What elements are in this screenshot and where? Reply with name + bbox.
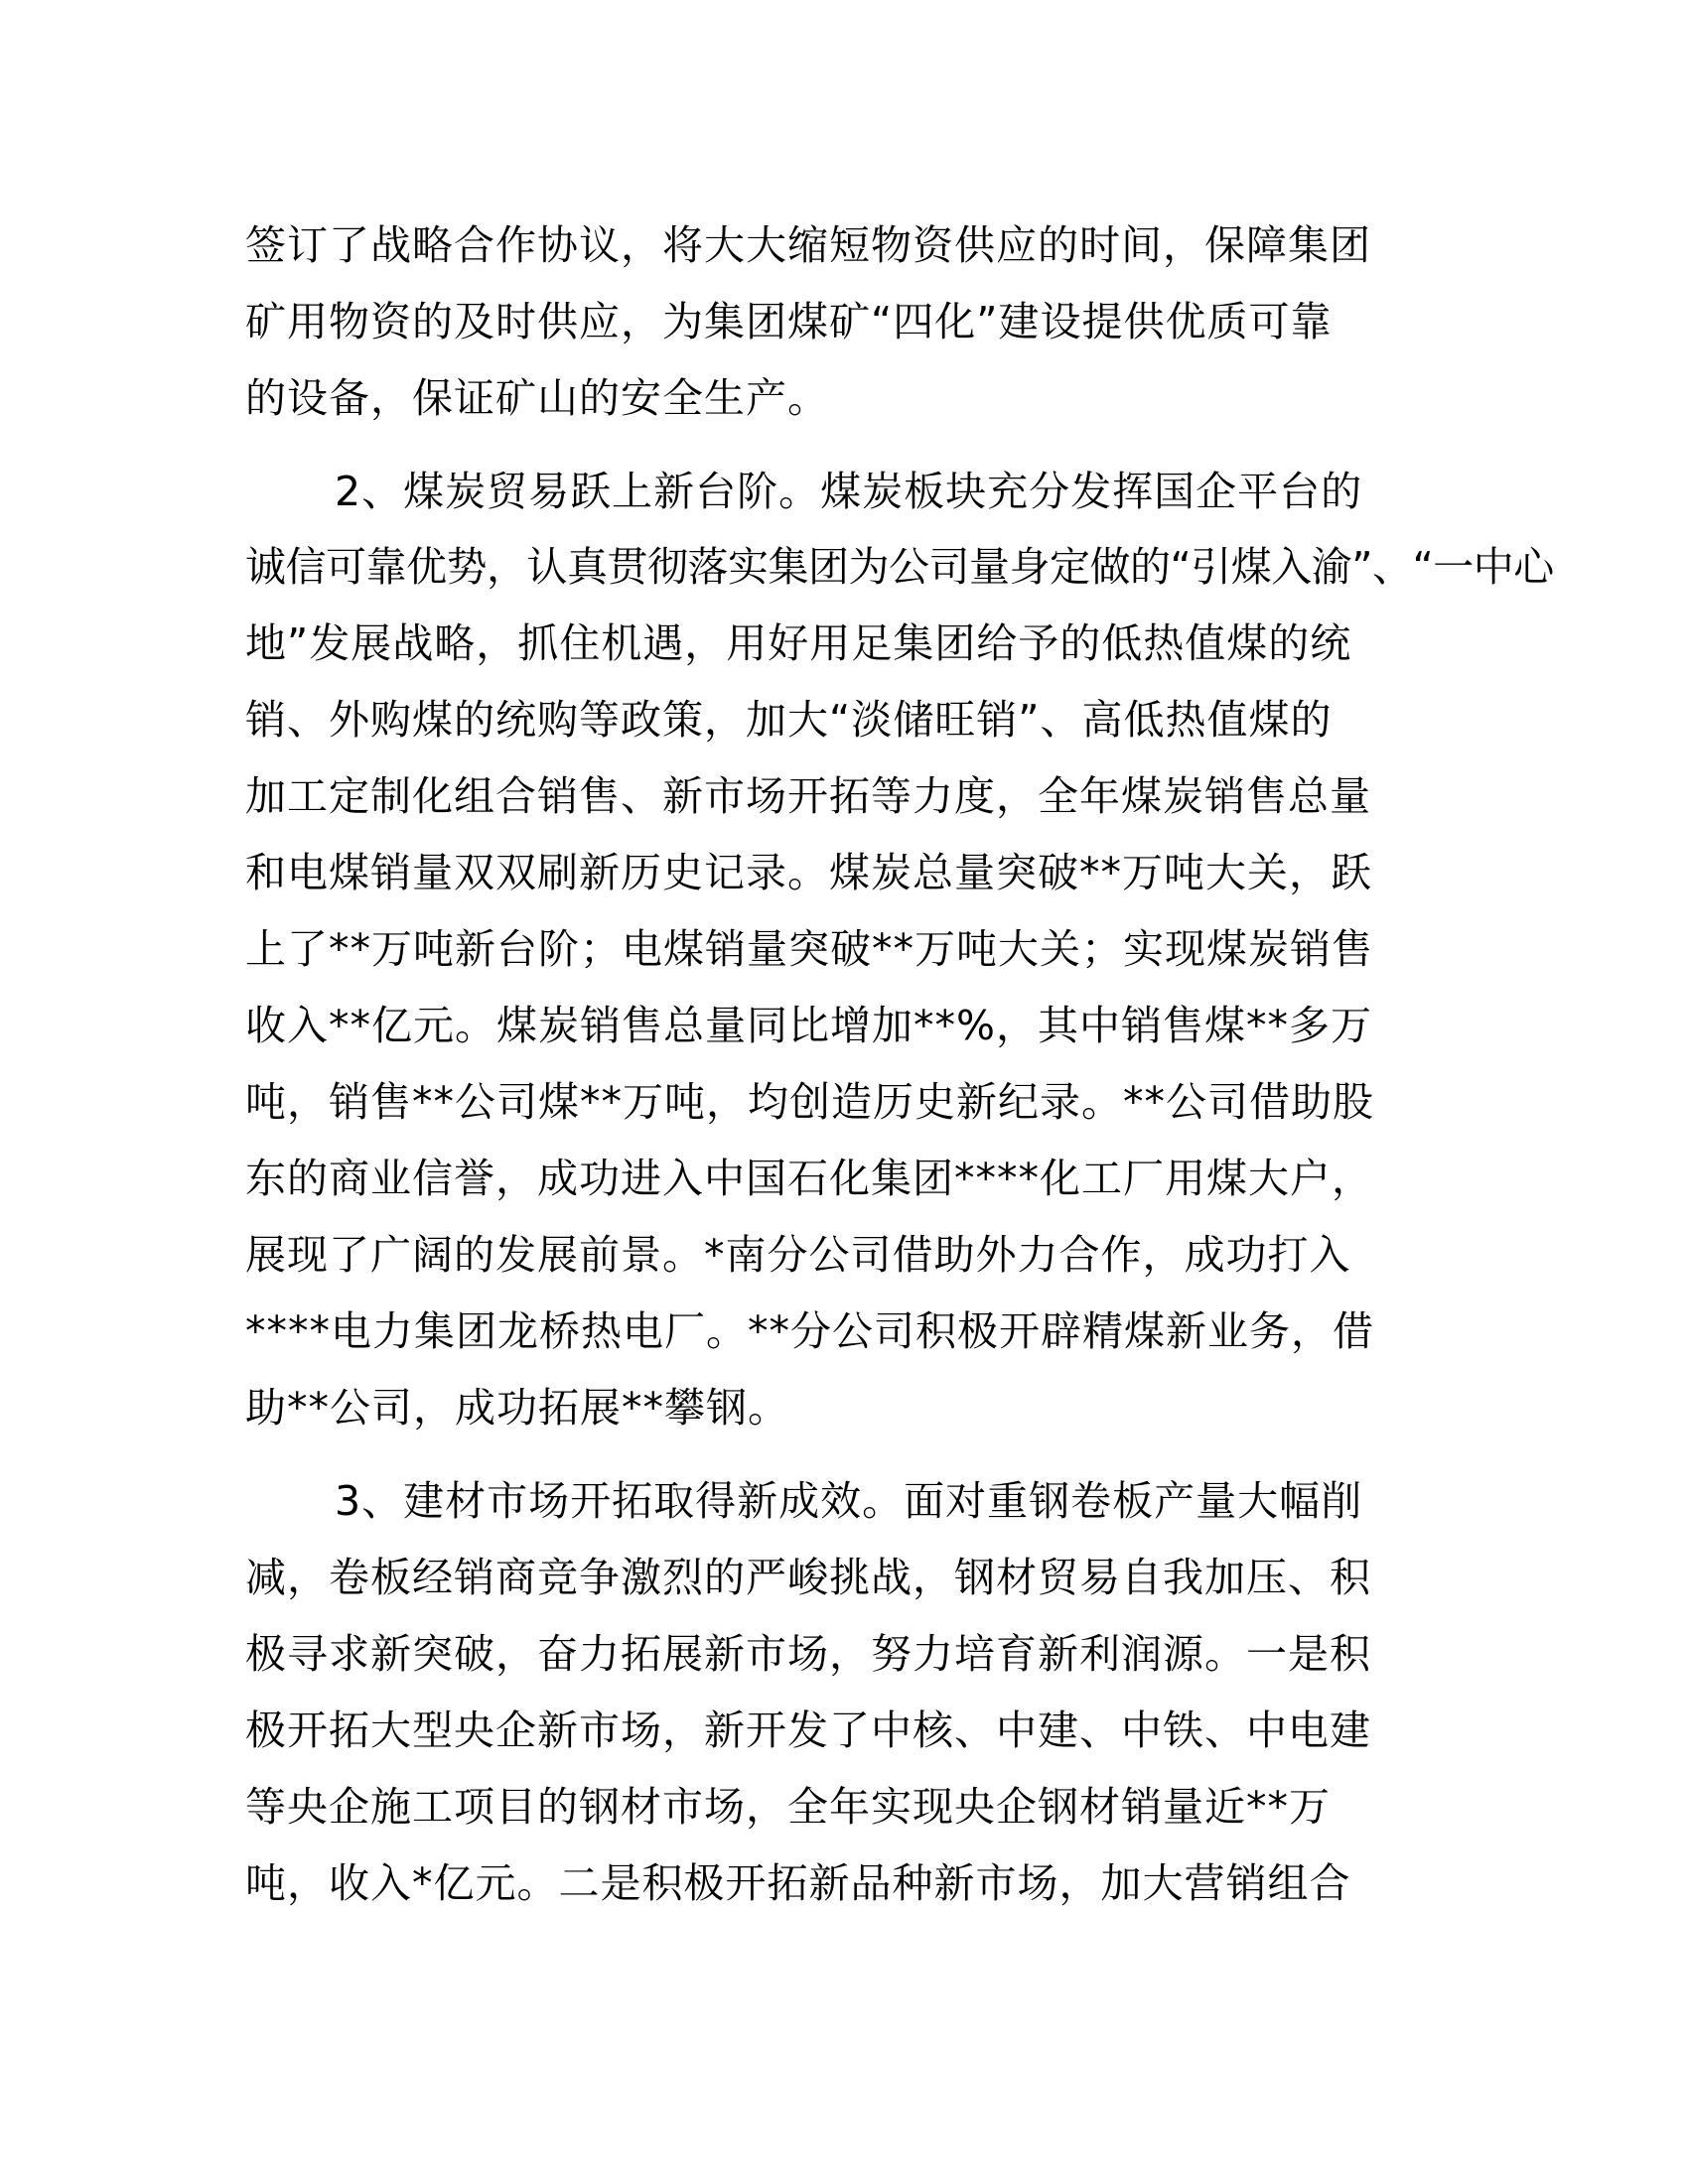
text-line: 等央企施工项目的钢材市场，全年实现央企钢材销量近**万	[245, 1783, 1331, 1831]
text-line: ****电力集团龙桥热电厂。**分公司积极开辟精煤新业务，借	[245, 1307, 1374, 1355]
text-line: 吨，销售**公司煤**万吨，均创造历史新纪录。**公司借助股	[245, 1078, 1374, 1126]
text-line: 上了**万吨新台阶；电煤销量突破**万吨大关；实现煤炭销售	[245, 925, 1373, 973]
text-line: 极开拓大型央企新市场，新开发了中核、中建、中铁、中电建	[245, 1706, 1371, 1754]
text-line: 的设备，保证矿山的安全生产。	[245, 374, 829, 422]
text-line: 诚信可靠优势，认真贯彻落实集团为公司量身定做的“引煤入渝”、“一中心	[245, 543, 1554, 591]
text-line: 加工定制化组合销售、新市场开拓等力度，全年煤炭销售总量	[245, 772, 1371, 820]
text-line: 签订了战略合作协议，将大大缩短物资供应的时间，保障集团	[245, 221, 1371, 269]
text-line: 和电煤销量双双刷新历史记录。煤炭总量突破**万吨大关，跃	[245, 849, 1372, 896]
text-line: 3、建材市场开拓取得新成效。面对重钢卷板产量大幅削	[335, 1477, 1363, 1525]
text-line: 东的商业信誉，成功进入中国石化集团****化工厂用煤大户，	[245, 1155, 1373, 1202]
text-line: 吨，收入*亿元。二是积极开拓新品种新市场，加大营销组合	[245, 1859, 1351, 1907]
text-line: 矿用物资的及时供应，为集团煤矿“四化”建设提供优质可靠	[245, 298, 1333, 345]
text-line: 地”发展战略，抓住机遇，用好用足集团给予的低热值煤的统	[245, 619, 1352, 667]
text-line: 减，卷板经销商竞争激烈的严峻挑战，钢材贸易自我加压、积	[245, 1554, 1371, 1601]
text-line: 助**公司，成功拓展**攀钢。	[245, 1384, 789, 1432]
text-line: 展现了广阔的发展前景。*南分公司借助外力合作，成功打入	[245, 1231, 1351, 1279]
text-line: 极寻求新突破，奋力拓展新市场，努力培育新利润源。一是积	[245, 1630, 1371, 1678]
text-line: 收入**亿元。煤炭销售总量同比增加**%，其中销售煤**多万	[245, 1002, 1372, 1049]
text-line: 销、外购煤的统购等政策，加大“淡储旺销”、高低热值煤的	[245, 696, 1333, 744]
text-line: 2、煤炭贸易跃上新台阶。煤炭板块充分发挥国企平台的	[335, 468, 1363, 515]
